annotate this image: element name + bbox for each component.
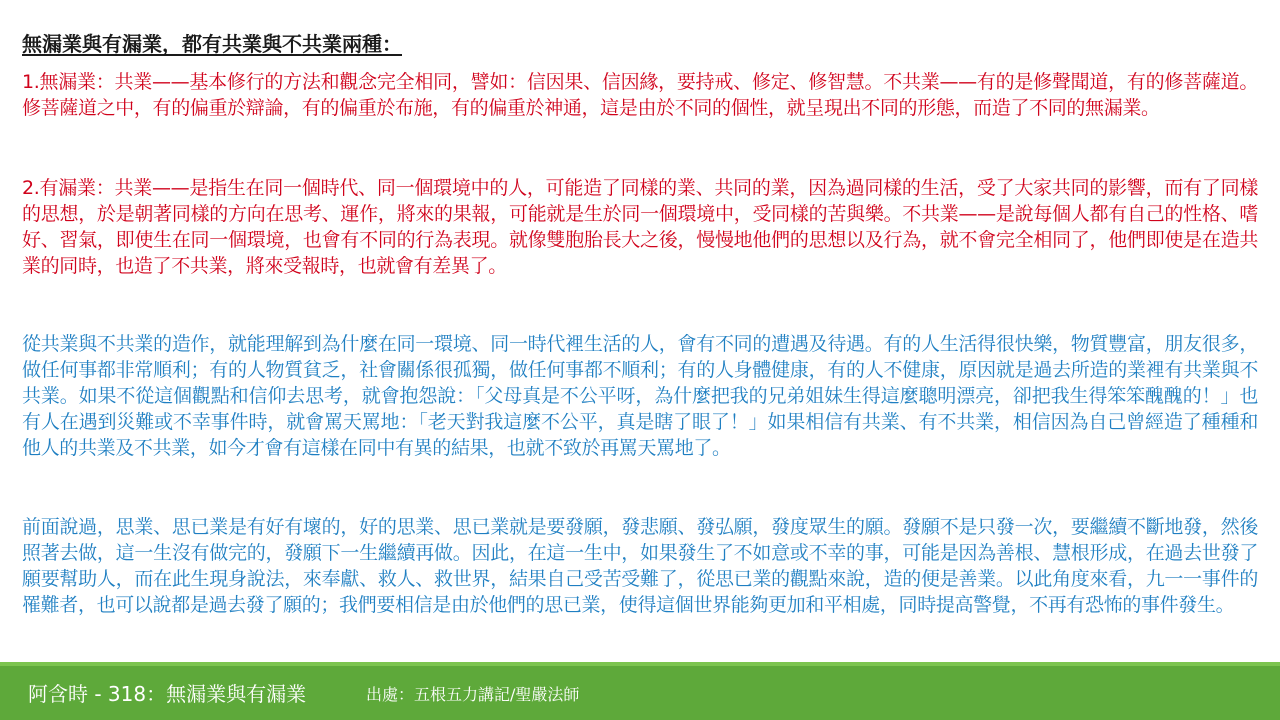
footer-title: 阿含時 - 318：無漏業與有漏業 bbox=[28, 682, 307, 706]
slide-title: 無漏業與有漏業，都有共業與不共業兩種： bbox=[22, 32, 402, 56]
paragraph-vows-explanation: 前面說過，思業、思已業是有好有壞的，好的思業、思已業就是要發願，發悲願、發弘願，發度眾生的願。發願不是只發一次，要繼續不斷地發，然後照著去做，這一生沒有做完的，發願下一生繼續再做。因此，在這一生中，如果發生了不如意或不幸的事，可能是因為善根、慧根形成，在過去世發了願要幫助人，而在此生現身說法，來奉獻、救人、救世界，結果自己受苦受難了，從思已業的觀點來說，造的便是善業。以此角度來看，九一一事件的罹難者，也可以說都是過去發了願的；我們要相信是由於他們的思已業，使得這個世界能夠更加和平相處，同時提高警覺，不再有恐怖的事件發生。 bbox=[22, 516, 1258, 616]
paragraph-shared-karma-explanation: 從共業與不共業的造作，就能理解到為什麼在同一環境、同一時代裡生活的人，會有不同的遭遇及待遇。有的人生活得很快樂，物質豐富，朋友很多，做任何事都非常順利；有的人物質貧乏，社會關係很孤獨，做任何事都不順利；有的人身體健康，有的人不健康，原因就是過去所造的業裡有共業與不共業。如果不從這個觀點和信仰去思考，就會抱怨說：「父母真是不公平呀，為什麼把我的兄弟姐妹生得這麼聰明漂亮，卻把我生得笨笨醜醜的！」也有人在遇到災難或不幸事件時，就會罵天罵地：「老天對我這麼不公平，真是瞎了眼了！」如果相信有共業、有不共業，相信因為自己曾經造了種種和他人的共業及不共業，如今才會有這樣在同中有異的結果，也就不致於再罵天罵地了。 bbox=[22, 333, 1258, 459]
paragraph-leaking-karma: 2.有漏業：共業——是指生在同一個時代、同一個環境中的人，可能造了同樣的業、共同的業，因為過同樣的生活，受了大家共同的影響，而有了同樣的思想，於是朝著同樣的方向在思考、運作，將來的果報，可能就是生於同一個環境中，受同樣的苦與樂。不共業——是說每個人都有自己的性格、嗜好、習氣，即使生在同一個環境，也會有不同的行為表現。就像雙胞胎長大之後，慢慢地他們的思想以及行為，就不會完全相同了，他們即使是在造共業的同時，也造了不共業，將來受報時，也就會有差異了。 bbox=[22, 177, 1258, 277]
paragraph-non-leaking-karma: 1.無漏業：共業——基本修行的方法和觀念完全相同，譬如：信因果、信因緣，要持戒、修定、修智慧。不共業——有的是修聲聞道，有的修菩薩道。修菩薩道之中，有的偏重於辯論，有的偏重於布施，有的偏重於神通，這是由於不同的個性，就呈現出不同的形態，而造了不同的無漏業。 bbox=[22, 71, 1258, 119]
footer-source: 出處：五根五力講記/聖嚴法師 bbox=[366, 685, 580, 704]
